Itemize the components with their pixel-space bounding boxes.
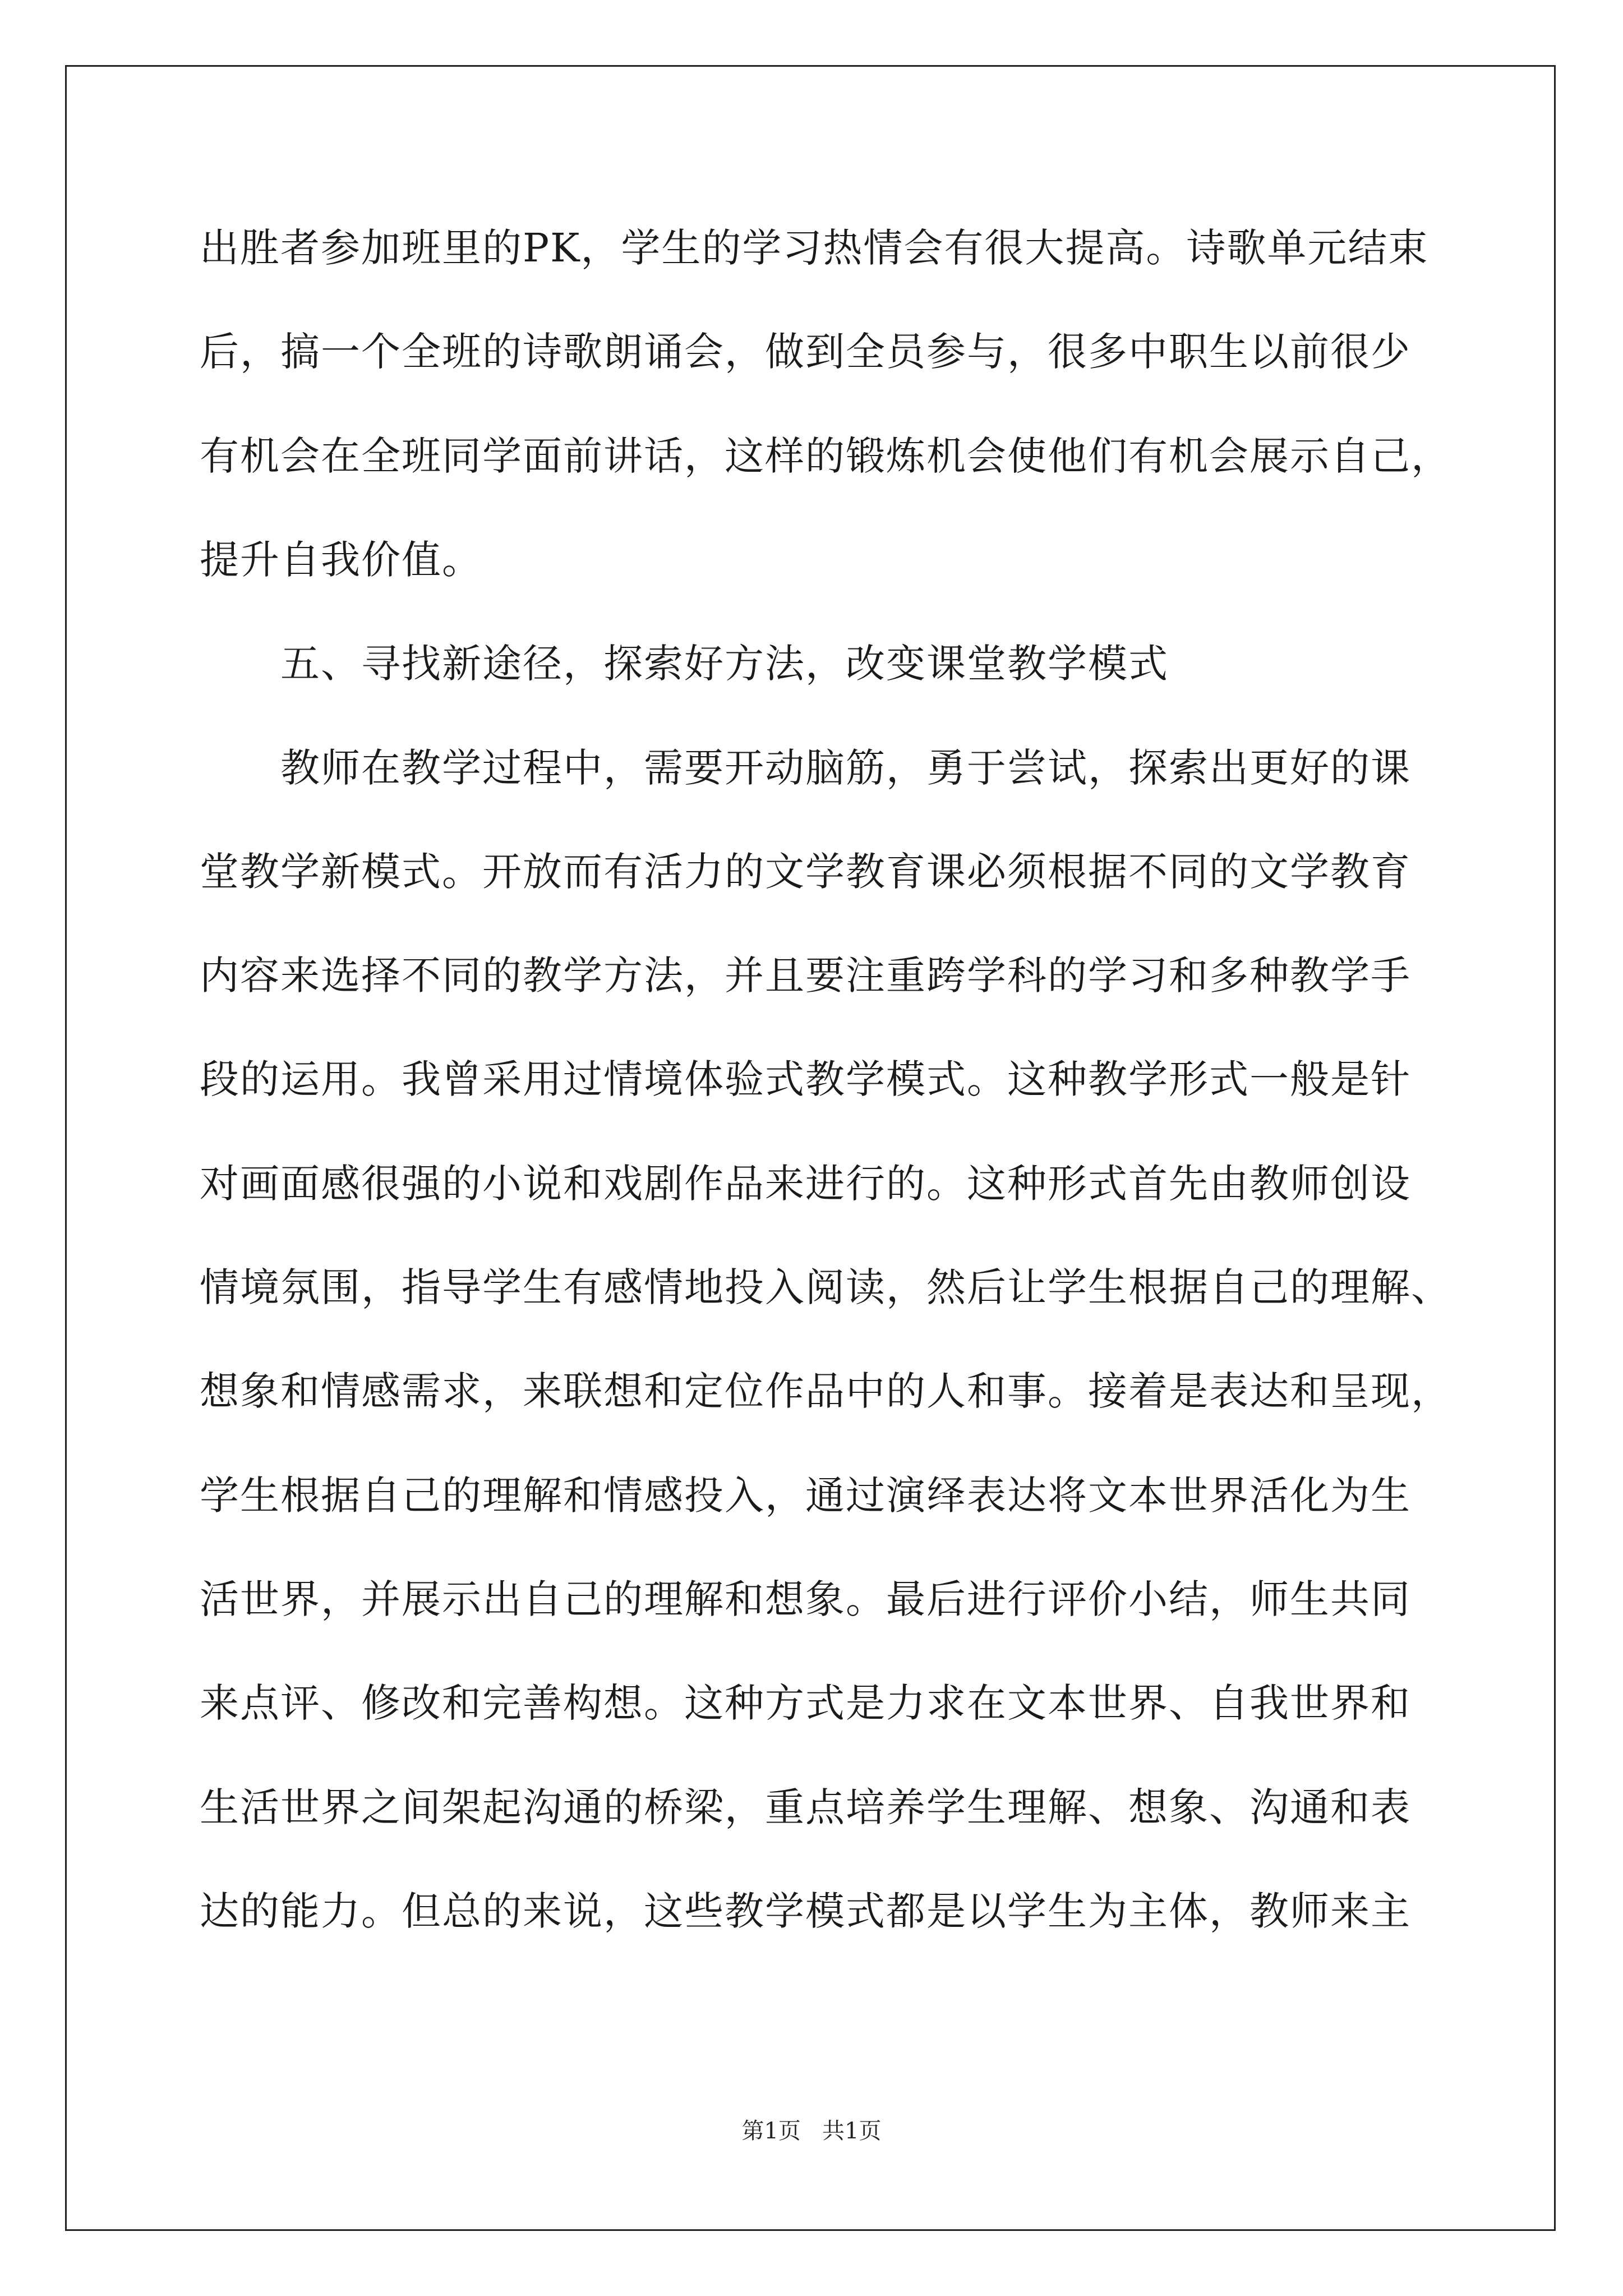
text-line: 教师在教学过程中，需要开动脑筋，勇于尝试，探索出更好的课 xyxy=(200,745,1411,791)
text-line: 堂教学新模式。开放而有活力的文学教育课必须根据不同的文学教育 xyxy=(200,849,1411,895)
text-line: 有机会在全班同学面前讲话，这样的锻炼机会使他们有机会展示自己， xyxy=(200,433,1451,479)
text-line: 内容来选择不同的教学方法，并且要注重跨学科的学习和多种教学手 xyxy=(200,953,1411,999)
text-line: 后，搞一个全班的诗歌朗诵会，做到全员参与，很多中职生以前很少 xyxy=(200,329,1411,375)
text-line: 情境氛围，指导学生有感情地投入阅读，然后让学生根据自己的理解、 xyxy=(200,1264,1451,1310)
text-line: 五、寻找新途径，探索好方法，改变课堂教学模式 xyxy=(200,641,1169,687)
text-line: 生活世界之间架起沟通的桥梁，重点培养学生理解、想象、沟通和表 xyxy=(200,1784,1411,1830)
page-footer: 第1页 共1页 xyxy=(741,2118,882,2144)
text-line: 段的运用。我曾采用过情境体验式教学模式。这种教学形式一般是针 xyxy=(200,1056,1411,1102)
text-line: 来点评、修改和完善构想。这种方式是力求在文本世界、自我世界和 xyxy=(200,1680,1411,1726)
text-line: 想象和情感需求，来联想和定位作品中的人和事。接着是表达和呈现， xyxy=(200,1368,1451,1414)
text-line: 活世界，并展示出自己的理解和想象。最后进行评价小结，师生共同 xyxy=(200,1576,1411,1622)
text-line: 对画面感很强的小说和戏剧作品来进行的。这种形式首先由教师创设 xyxy=(200,1161,1411,1207)
text-line: 达的能力。但总的来说，这些教学模式都是以学生为主体，教师来主 xyxy=(200,1888,1411,1934)
text-line: 提升自我价值。 xyxy=(200,537,482,583)
text-line: 出胜者参加班里的PK，学生的学习热情会有很大提高。诗歌单元结束 xyxy=(200,225,1429,271)
text-line: 学生根据自己的理解和情感投入，通过演绎表达将文本世界活化为生 xyxy=(200,1473,1411,1519)
